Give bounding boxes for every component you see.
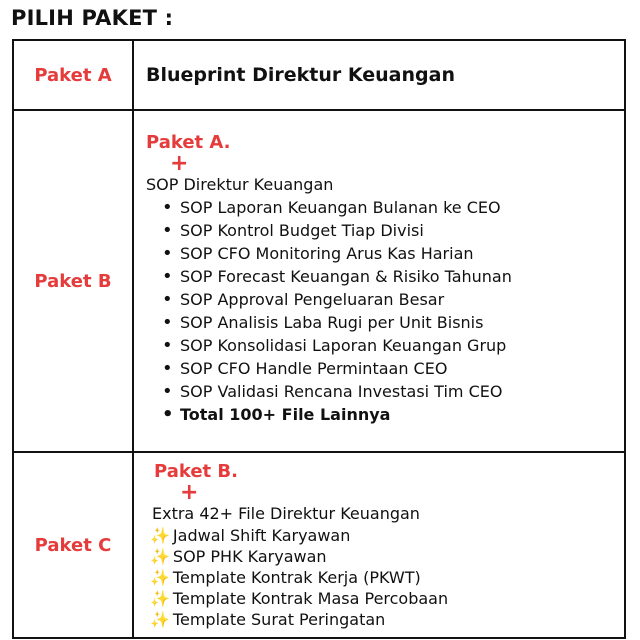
sparkles-icon: ✨ [150, 609, 170, 629]
package-b-ref: Paket A. [146, 132, 231, 153]
list-item-text: SOP PHK Karyawan [172, 546, 327, 566]
list-item-total: • Total 100+ File Lainnya [146, 403, 624, 426]
sparkles-icon: ✨ [150, 546, 170, 566]
package-c-ref: Paket B. [154, 460, 238, 482]
package-label-b: Paket B [13, 110, 133, 452]
list-item: • SOP Konsolidasi Laporan Keuangan Grup [146, 334, 624, 357]
package-table [12, 39, 626, 639]
package-content-b [133, 110, 625, 452]
package-label-c: Paket C [13, 452, 133, 638]
plus-icon: + [180, 479, 199, 505]
package-b-subtitle: SOP Direktur Keuangan [146, 175, 334, 194]
list-item [150, 546, 624, 567]
list-item: • SOP CFO Monitoring Arus Kas Harian [146, 242, 624, 265]
list-item: • SOP Approval Pengeluaran Besar [146, 288, 624, 311]
sparkles-icon: ✨ [150, 588, 170, 608]
list-item [150, 588, 624, 609]
package-label-a: Paket A [13, 40, 133, 110]
page-heading: PILIH PAKET : [11, 6, 174, 30]
package-a-title: Blueprint Direktur Keuangan [146, 64, 455, 86]
list-item: • SOP Laporan Keuangan Bulanan ke CEO [146, 196, 624, 219]
plus-icon: + [170, 151, 189, 176]
list-item-text: Template Kontrak Masa Percobaan [172, 588, 449, 608]
package-row-b [13, 110, 625, 452]
list-item [150, 525, 624, 546]
package-content-c [133, 452, 625, 638]
list-item-text: Jadwal Shift Karyawan [172, 525, 351, 545]
list-item: • SOP Validasi Rencana Investasi Tim CEO [146, 380, 624, 403]
list-item: • SOP CFO Handle Permintaan CEO [146, 357, 624, 380]
list-item-text: Template Surat Peringatan [172, 609, 386, 629]
list-item: • SOP Kontrol Budget Tiap Divisi [146, 219, 624, 242]
list-item [150, 609, 624, 630]
list-item: • SOP Forecast Keuangan & Risiko Tahunan [146, 265, 624, 288]
package-row-a [13, 40, 625, 110]
package-row-c [13, 452, 625, 638]
package-c-list [150, 525, 624, 630]
sparkles-icon: ✨ [150, 567, 170, 587]
sparkles-icon: ✨ [150, 525, 170, 545]
package-content-a [133, 40, 625, 110]
package-c-subtitle: Extra 42+ File Direktur Keuangan [152, 503, 420, 523]
list-item-text: Template Kontrak Kerja (PKWT) [172, 567, 421, 587]
list-item: • SOP Analisis Laba Rugi per Unit Bisnis [146, 311, 624, 334]
package-b-list [146, 196, 624, 426]
list-item [150, 567, 624, 588]
